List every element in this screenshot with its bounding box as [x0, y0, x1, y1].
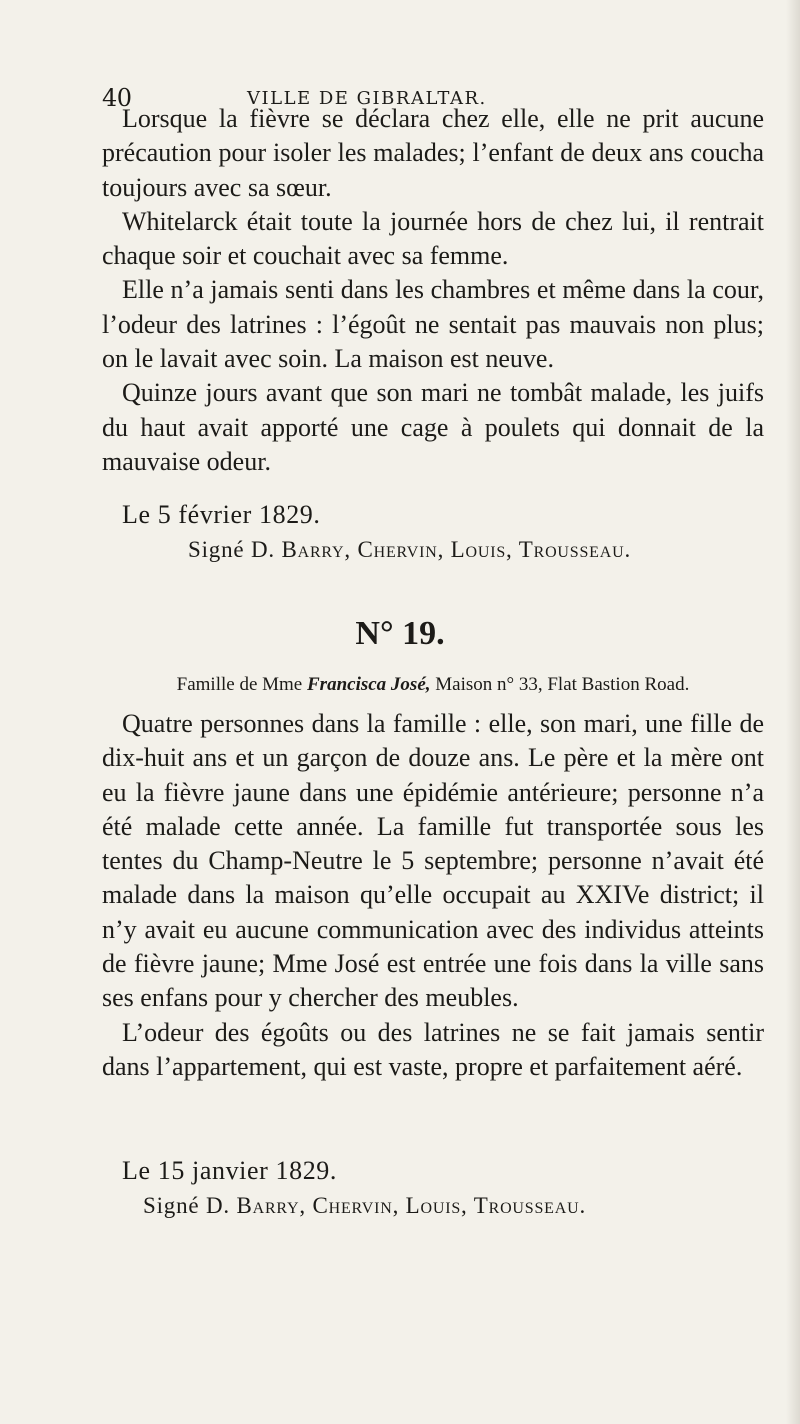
section2-body: [102, 707, 764, 1084]
signed-prefix: Signé D.: [188, 537, 275, 562]
page-number: 40: [102, 84, 132, 112]
section2-signature: [143, 1193, 586, 1219]
page-edge-shadow: [786, 0, 800, 1424]
paragraph: L’odeur des égoûts ou des latrines ne se fait jamais sentir dans l’appartement, qui est vaste, propre et parfaitement aéré.: [102, 1017, 764, 1081]
signatories: Barry, Chervin, Louis, Trousseau.: [281, 537, 632, 562]
section1-signature: [188, 537, 631, 563]
running-head: VILLE DE GIBRALTAR.: [247, 88, 487, 109]
subtitle-name: Francisca José,: [307, 674, 431, 695]
paragraph: Quinze jours avant que son mari ne tombât malade, les juifs du haut avait apporté une cage à poulets qui donnait de la mauvaise odeur.: [102, 378, 764, 476]
paragraph: Lorsque la fièvre se déclara chez elle, elle ne prit aucune précaution pour isoler les malades; l’enfant de deux ans coucha toujours avec sa sœur.: [102, 104, 764, 202]
signed-prefix: Signé D.: [143, 1193, 230, 1218]
entry-subtitle: [102, 674, 764, 696]
paragraph: Quatre personnes dans la famille : elle, son mari, une fille de dix-huit ans et un garçon de douze ans. Le père et la mère ont eu la fièvre jaune dans une épidémie antérieure; personne n’a été malade cette année. La famille fut transportée sous les tentes du Champ-Neutre le 5 septembre; personne n’avait été malade dans la maison qu’elle occupait au XXIVe district; il n’y avait eu aucune communication avec des individus atteints de fièvre jaune; Mme José est entrée une fois dans la ville sans ses enfans pour y chercher des meubles.: [102, 709, 764, 1013]
signatories: Barry, Chervin, Louis, Trousseau.: [236, 1193, 587, 1218]
section2-date: Le 15 janvier 1829.: [122, 1156, 338, 1185]
section1-date: Le 5 février 1829.: [122, 500, 321, 529]
paragraph: Whitelarck était toute la journée hors de chez lui, il rentrait chaque soir et couchait avec sa femme.: [102, 206, 764, 271]
entry-title: N° 19.: [355, 615, 445, 652]
subtitle-suffix: Maison n° 33, Flat Bastion Road.: [435, 674, 690, 695]
subtitle-prefix: Famille de Mme: [176, 674, 303, 695]
section1-body: [102, 102, 764, 479]
paragraph: Elle n’a jamais senti dans les chambres et même dans la cour, l’odeur des latrines : l’égoût ne sentait pas mauvais non plus; on le lavait avec soin. La maison est neuve.: [102, 275, 764, 374]
